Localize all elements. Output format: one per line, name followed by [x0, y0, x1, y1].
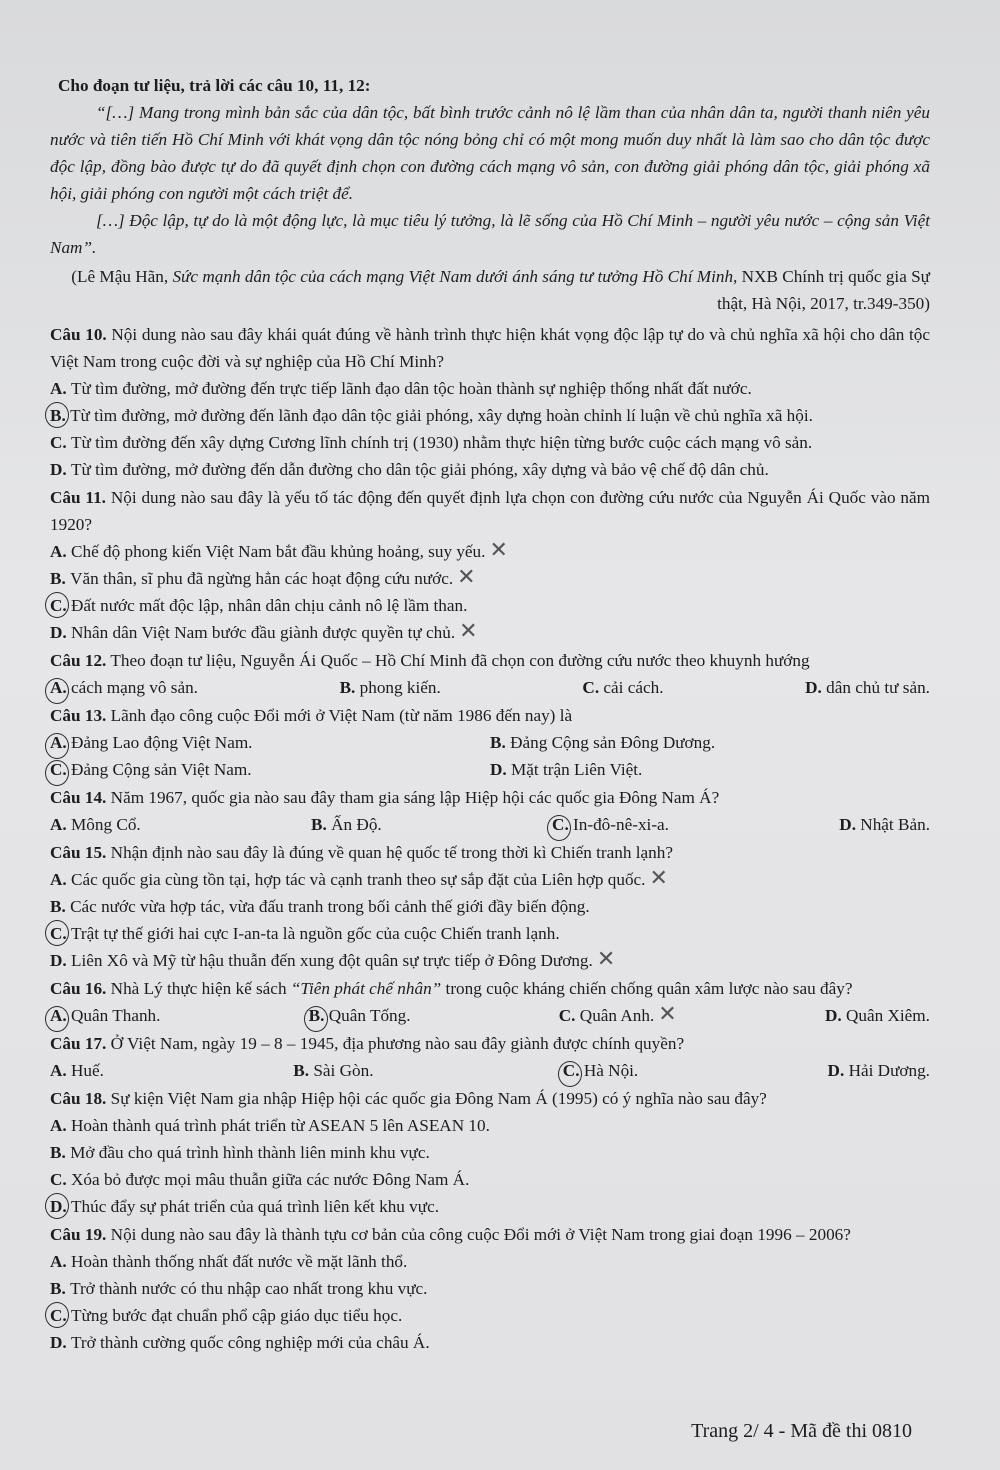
option-text: Hải Dương.	[848, 1061, 930, 1080]
answer-option	[50, 1193, 930, 1220]
question-text: Lãnh đạo công cuộc Đổi mới ở Việt Nam (từ năm 1986 đến nay) là	[110, 706, 573, 725]
question-text: Nội dung nào sau đây khái quát đúng về hành trình thực hiện khát vọng độc lập tự do và chủ nghĩa xã hội cho dân tộc Việt Nam trong cuộc đời và sự nghiệp của Hồ Chí Minh?	[50, 325, 930, 371]
option-text: phong kiến.	[359, 678, 441, 697]
answer-row	[50, 756, 930, 783]
answer-option	[50, 1302, 930, 1329]
cross-mark-icon: ✕	[649, 866, 668, 891]
question-19	[50, 1221, 930, 1248]
answer-option	[50, 456, 930, 483]
answer-option	[582, 674, 663, 701]
option-text: Đất nước mất độc lập, nhân dân chịu cảnh nô lệ lầm than.	[71, 596, 468, 615]
option-letter-circled: B.	[50, 402, 66, 429]
option-letter: B.	[490, 733, 506, 752]
answer-option	[50, 947, 930, 974]
answer-option	[490, 729, 930, 756]
option-text: Quân Thanh.	[71, 1006, 161, 1025]
cross-mark-icon: ✕	[457, 565, 476, 590]
option-letter-circled: C.	[552, 815, 569, 834]
option-letter: A.	[50, 1061, 67, 1080]
question-11	[50, 484, 930, 538]
option-text: In-đô-nê-xi-a.	[573, 815, 669, 834]
option-letter: D.	[50, 623, 67, 642]
question-number: Câu 14.	[50, 788, 107, 807]
question-text: trong cuộc kháng chiến chống quân xâm lược nào sau đây?	[441, 979, 853, 998]
answer-option	[50, 1275, 930, 1302]
option-text: Các quốc gia cùng tồn tại, hợp tác và cạnh tranh theo sự sắp đặt của Liên hợp quốc.	[71, 870, 646, 889]
option-letter-circled: C.	[50, 760, 67, 779]
question-15	[50, 839, 930, 866]
question-number: Câu 17.	[50, 1034, 107, 1053]
answer-option	[50, 1248, 930, 1275]
question-text-emphasis: “Tiên phát chế nhân”	[290, 979, 442, 998]
question-number: Câu 16.	[50, 979, 107, 998]
cross-mark-icon: ✕	[489, 538, 508, 563]
question-14	[50, 784, 930, 811]
option-text: Quân Anh.	[579, 1006, 655, 1025]
option-text: Trở thành nước có thu nhập cao nhất trong khu vực.	[70, 1279, 428, 1298]
answer-option	[50, 756, 490, 783]
option-text: Hoàn thành thống nhất đất nước về mặt lãnh thổ.	[71, 1252, 408, 1271]
answer-option	[50, 1166, 930, 1193]
answer-option	[50, 811, 141, 838]
option-letter: C.	[558, 1006, 576, 1025]
option-text: Huế.	[71, 1061, 104, 1080]
answer-option	[559, 1002, 677, 1029]
answer-option	[50, 729, 490, 756]
option-text: Mặt trận Liên Việt.	[511, 760, 643, 779]
question-text: Nội dung nào sau đây là yếu tố tác động đến quyết định lựa chọn con đường cứu nước của Nguyễn Ái Quốc vào năm 1920?	[50, 488, 931, 534]
answer-option	[50, 565, 930, 592]
answer-row	[50, 811, 930, 838]
citation	[50, 263, 930, 317]
passage-intro: Cho đoạn tư liệu, trả lời các câu 10, 11, 12:	[58, 76, 371, 95]
question-text: Sự kiện Việt Nam gia nhập Hiệp hội các quốc gia Đông Nam Á (1995) có ý nghĩa nào sau đây?	[110, 1089, 767, 1108]
option-letter: D.	[50, 1333, 67, 1352]
answer-option	[311, 811, 382, 838]
option-letter: C.	[582, 678, 600, 697]
answer-option	[50, 538, 930, 565]
option-text: Ấn Độ.	[331, 815, 382, 834]
question-text: Nhận định nào sau đây là đúng về quan hệ quốc tế trong thời kì Chiến tranh lạnh?	[110, 843, 673, 862]
option-text: Sài Gòn.	[313, 1061, 374, 1080]
option-text: Từ tìm đường, mở đường đến lãnh đạo dân tộc giải phóng, xây dựng hoàn chỉnh lí luận về chủ nghĩa xã hội.	[70, 406, 813, 425]
answer-option	[50, 592, 930, 619]
option-letter: B.	[50, 1279, 66, 1298]
answer-option	[50, 375, 930, 402]
option-letter: B.	[311, 815, 327, 834]
option-text: Đảng Cộng sản Đông Dương.	[510, 733, 716, 752]
option-letter: B.	[293, 1061, 310, 1080]
answer-option	[839, 811, 930, 838]
answer-option	[50, 429, 930, 456]
option-text: Từ tìm đường đến xây dựng Cương lĩnh chính trị (1930) nhằm thực hiện từng bước cuộc cách mạng vô sản.	[71, 433, 813, 452]
answer-option	[805, 674, 930, 701]
question-17	[50, 1030, 930, 1057]
option-letter: B.	[50, 897, 66, 916]
option-text: Liên Xô và Mỹ từ hậu thuẫn đến xung đột quân sự trực tiếp ở Đông Dương.	[71, 951, 593, 970]
question-12	[50, 647, 930, 674]
option-letter: A.	[50, 870, 67, 889]
option-letter: A.	[50, 542, 67, 561]
option-letter-circled: D.	[50, 1193, 67, 1220]
answer-option	[50, 1329, 930, 1356]
answer-option	[50, 1057, 104, 1084]
option-text: Trật tự thế giới hai cực I-an-ta là nguồn gốc của cuộc Chiến tranh lạnh.	[71, 924, 560, 943]
passage-quote	[50, 99, 930, 261]
option-text: Đảng Cộng sản Việt Nam.	[71, 760, 252, 779]
page-footer: Trang 2/ 4 - Mã đề thi 0810	[691, 1420, 912, 1442]
option-text: cải cách.	[603, 678, 664, 697]
option-text: Từ tìm đường, mở đường đến dẫn đường cho dân tộc giải phóng, xây dựng và bảo vệ chế độ dân chủ.	[71, 460, 769, 479]
option-letter: D.	[490, 760, 507, 779]
option-letter-circled: C.	[50, 592, 67, 619]
answer-option	[309, 1002, 411, 1029]
option-letter: D.	[50, 460, 67, 479]
quote-paragraph-2: […] Độc lập, tự do là một động lực, là mục tiêu lý tưởng, là lẽ sống của Hồ Chí Minh – người yêu nước – cộng sản Việt Nam”.	[50, 211, 930, 257]
option-letter: D.	[50, 951, 67, 970]
answer-option	[50, 1139, 930, 1166]
citation-publisher: NXB Chính trị quốc gia Sự thật, Hà Nội, 2017, tr.349-350)	[717, 267, 930, 313]
option-letter: D.	[827, 1061, 845, 1080]
question-text: Năm 1967, quốc gia nào sau đây tham gia sáng lập Hiệp hội các quốc gia Đông Nam Á?	[110, 788, 720, 807]
option-letter: C.	[50, 433, 67, 452]
question-number: Câu 19.	[50, 1225, 107, 1244]
citation-author: (Lê Mậu Hãn,	[71, 267, 169, 286]
option-text: Mở đầu cho quá trình hình thành liên minh khu vực.	[70, 1143, 430, 1162]
question-number: Câu 13.	[50, 706, 107, 725]
option-letter-circled: C.	[50, 1302, 67, 1329]
question-number: Câu 12.	[50, 651, 107, 670]
option-letter: B.	[50, 1143, 66, 1162]
answer-option	[50, 402, 930, 429]
option-text: Thúc đẩy sự phát triển của quá trình liên kết khu vực.	[71, 1197, 440, 1216]
answer-option	[293, 1057, 373, 1084]
answer-option	[50, 674, 198, 701]
option-letter: B.	[50, 569, 66, 588]
cross-mark-icon: ✕	[658, 1002, 677, 1027]
question-text: Theo đoạn tư liệu, Nguyễn Ái Quốc – Hồ Chí Minh đã chọn con đường cứu nước theo khuynh hướng	[110, 651, 810, 670]
option-text: Trở thành cường quốc công nghiệp mới của châu Á.	[71, 1333, 430, 1352]
answer-option	[552, 811, 669, 838]
answer-row	[50, 1057, 930, 1084]
answer-option	[563, 1057, 638, 1084]
answer-option	[50, 1112, 930, 1139]
answer-row	[50, 729, 930, 756]
option-letter: C.	[50, 1170, 67, 1189]
answer-row	[50, 674, 930, 701]
question-number: Câu 15.	[50, 843, 107, 862]
question-13	[50, 702, 930, 729]
answer-option	[825, 1002, 930, 1029]
option-letter: A.	[50, 379, 67, 398]
option-text: Hoàn thành quá trình phát triển từ ASEAN 5 lên ASEAN 10.	[71, 1116, 490, 1135]
option-text: dân chủ tư sản.	[826, 678, 930, 697]
option-letter: A.	[50, 815, 67, 834]
option-text: cách mạng vô sản.	[71, 678, 198, 697]
quote-paragraph-1: “[…] Mang trong mình bản sắc của dân tộc, bất bình trước cảnh nô lệ lầm than của nhân dân ta, người thanh niên yêu nước và tiên tiến Hồ Chí Minh với khát vọng dân tộc nóng bỏng chỉ có một mong muốn duy nhất là làm sao cho dân tộc được độc lập, đồng bào được tự do đã quyết định chọn con đường cách mạng vô sản, con đường giải phóng dân tộc, giải phóng xã hội, giải phóng con người một cách triệt để.	[50, 103, 930, 203]
option-letter-circled: C.	[562, 1061, 580, 1080]
option-text: Chế độ phong kiến Việt Nam bắt đầu khủng hoảng, suy yếu.	[71, 542, 486, 561]
question-10	[50, 321, 930, 375]
option-text: Đảng Lao động Việt Nam.	[71, 733, 253, 752]
option-text: Từ tìm đường, mở đường đến trực tiếp lãnh đạo dân tộc hoàn thành sự nghiệp thống nhất đất nước.	[71, 379, 752, 398]
option-text: Các nước vừa hợp tác, vừa đấu tranh trong bối cảnh thế giới đầy biến động.	[70, 897, 590, 916]
option-text: Văn thân, sĩ phu đã ngừng hẳn các hoạt động cứu nước.	[70, 569, 454, 588]
option-text: Quân Xiêm.	[845, 1006, 930, 1025]
question-number: Câu 11.	[50, 488, 106, 507]
question-number: Câu 10.	[50, 325, 107, 344]
option-text: Xóa bỏ được mọi mâu thuẫn giữa các nước Đông Nam Á.	[71, 1170, 470, 1189]
question-text: Nhà Lý thực hiện kế sách	[110, 979, 291, 998]
cross-mark-icon: ✕	[459, 619, 478, 644]
answer-option	[50, 619, 930, 646]
option-text: Từng bước đạt chuẩn phổ cập giáo dục tiểu học.	[71, 1306, 403, 1325]
option-letter: D.	[839, 815, 856, 834]
option-letter: A.	[50, 1116, 67, 1135]
citation-title: Sức mạnh dân tộc của cách mạng Việt Nam dưới ánh sáng tư tưởng Hồ Chí Minh,	[172, 267, 738, 286]
option-text: Nhật Bản.	[860, 815, 930, 834]
question-18	[50, 1085, 930, 1112]
answer-option	[828, 1057, 930, 1084]
option-letter-circled: A.	[50, 1006, 67, 1025]
answer-option	[50, 920, 930, 947]
option-letter: B.	[339, 678, 356, 697]
option-text: Quân Tống.	[328, 1006, 411, 1025]
option-text: Nhân dân Việt Nam bước đầu giành được quyền tự chủ.	[71, 623, 456, 642]
answer-option	[50, 866, 930, 893]
option-text: Hà Nội.	[583, 1061, 639, 1080]
option-letter: A.	[50, 1252, 67, 1271]
answer-option	[490, 756, 930, 783]
answer-option	[50, 893, 930, 920]
question-text: Nội dung nào sau đây là thành tựu cơ bản của công cuộc Đổi mới ở Việt Nam trong giai đoạn 1996 – 2006?	[110, 1225, 851, 1244]
cross-mark-icon: ✕	[596, 947, 616, 972]
question-16	[50, 975, 930, 1002]
option-letter-circled: A.	[50, 678, 67, 697]
option-letter-circled: A.	[50, 733, 67, 752]
question-text: Ở Việt Nam, ngày 19 – 8 – 1945, địa phương nào sau đây giành được chính quyền?	[110, 1034, 685, 1053]
answer-option	[340, 674, 441, 701]
option-letter: D.	[805, 678, 822, 697]
option-letter-circled: C.	[50, 920, 67, 947]
question-number: Câu 18.	[50, 1089, 107, 1108]
answer-row	[50, 1002, 930, 1029]
option-letter-circled: B.	[308, 1006, 325, 1025]
answer-option	[50, 1002, 160, 1029]
option-letter: D.	[824, 1006, 842, 1025]
option-text: Mông Cổ.	[71, 815, 141, 834]
